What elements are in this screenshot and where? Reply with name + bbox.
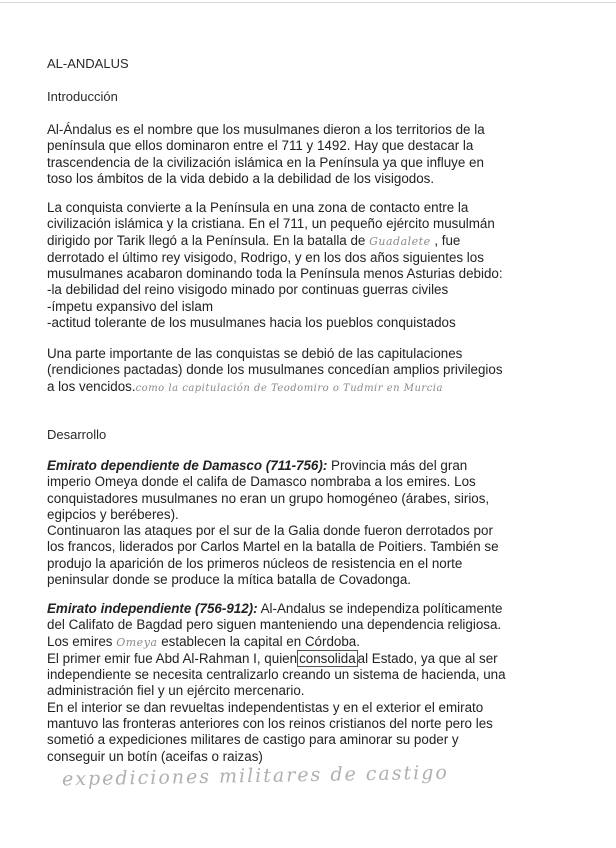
text-line: toso los ámbitos de la vida debido a la debilidad de los visigodos. [47, 170, 435, 186]
section-label: Emirato dependiente de Damasco (711-756): [47, 458, 328, 473]
text-line-part: dirigido por Tarik llegó a la Península. En la batalla de [47, 232, 366, 248]
boxed-word: consolida [299, 650, 356, 666]
text-line: Al-Ándalus es el nombre que los musulmanes dieron a los territorios de la [47, 122, 485, 137]
text-line: los francos, liderados por Carlos Martel en la batalla de Poitiers. También se [47, 539, 499, 555]
text-line-part: establecen la capital en Córdoba. [161, 633, 360, 649]
text-line: del Califato de Bagdad pero siguen manteniendo una dependencia religiosa. [47, 617, 502, 633]
text-line-part: a los vencidos. [47, 378, 136, 394]
text-line: conseguir un botín (aceifas o raizas) [47, 748, 263, 764]
text-line: En el interior se dan revueltas independentistas y en el exterior el emirato [47, 699, 484, 715]
text-line: península que ellos dominaron entre el 711 y 1492. Hay que destacar la [47, 138, 474, 154]
text-line: sometió a expediciones militares de castigo para aminorar su poder y [47, 732, 459, 748]
conquest-paragraph [47, 200, 567, 331]
text-line: -la debilidad del reino visigodo minado por continuas guerras civiles [47, 282, 449, 298]
handwritten-annotation: Guadalete [369, 234, 431, 248]
text-line [47, 634, 567, 651]
text-line: La conquista convierte a la Península en una zona de contacto entre la [47, 200, 469, 215]
top-rule [0, 2, 616, 3]
doc-title: AL-ANDALUS [47, 56, 129, 71]
text-line [47, 651, 567, 667]
text-line [47, 458, 567, 474]
intro-paragraph [47, 122, 567, 187]
text-line: Una parte importante de las conquistas se debió de las capitulaciones [47, 346, 463, 361]
text-line: egipcios y beréberes). [47, 506, 179, 522]
text-line [47, 379, 567, 397]
section-dependent-emirate [47, 458, 567, 588]
text-line: trascendencia de la civilización islámica en la Península ya que influye en [47, 154, 484, 170]
text-line [47, 601, 567, 617]
text-line-part: Provincia más del gran [327, 458, 468, 473]
text-line [47, 233, 567, 250]
text-line: produjo la aparición de los primeros núcleos de resistencia en el norte [47, 555, 463, 571]
text-line: mantuvo las fronteras anteriores con los reinos cristianos del norte pero les [47, 716, 493, 732]
text-line: imperio Omeya donde el califa de Damasco nombraba a los emires. Los [47, 474, 476, 490]
text-line: administración fiel y un ejército mercenario. [47, 683, 305, 699]
capitulations-paragraph [47, 346, 567, 397]
text-line-part: Los emires [47, 633, 113, 649]
text-line: derrotado el último rey visigodo, Rodrigo, y en los dos años siguientes los [47, 249, 484, 265]
handwritten-note: expediciones militares de castigo [61, 761, 450, 791]
text-line: -ímpetu expansivo del islam [47, 298, 213, 314]
text-line-part: al Estado, ya que al ser [357, 650, 498, 666]
text-line: -actitud tolerante de los musulmanes hacia los pueblos conquistados [47, 315, 456, 331]
section-independent-emirate [47, 601, 567, 765]
handwritten-annotation: como la capitulación de Teodomiro o Tudmir en Murcia [135, 382, 443, 394]
text-line: musulmanes acabaron dominando toda la Península menos Asturias debido: [47, 266, 503, 282]
text-line: civilización islámica y la cristiana. En el 711, un pequeño ejército musulmán [47, 216, 495, 232]
development-heading: Desarrollo [47, 427, 107, 442]
handwritten-annotation: Omeya [116, 635, 158, 649]
intro-heading: Introducción [47, 89, 118, 104]
text-line: independiente se necesita centralizarlo creando un sistema de hacienda, una [47, 667, 506, 683]
text-line-part: Al-Andalus se independiza políticamente [257, 601, 503, 616]
text-line: peninsular donde se produce la mítica batalla de Covadonga. [47, 572, 412, 588]
text-line: conquistadores musulmanes no eran un grupo homogéneo (árabes, sirios, [47, 490, 490, 506]
text-line-part: , fue [434, 232, 461, 248]
text-line-part: El primer emir fue Abd Al-Rahman I, quien [47, 650, 298, 666]
text-line: (rendiciones pactadas) donde los musulmanes concedían amplios privilegios [47, 362, 503, 378]
text-line: Continuaron las ataques por el sur de la Galia donde fueron derrotados por [47, 523, 493, 539]
section-label: Emirato independiente (756-912): [47, 601, 258, 616]
